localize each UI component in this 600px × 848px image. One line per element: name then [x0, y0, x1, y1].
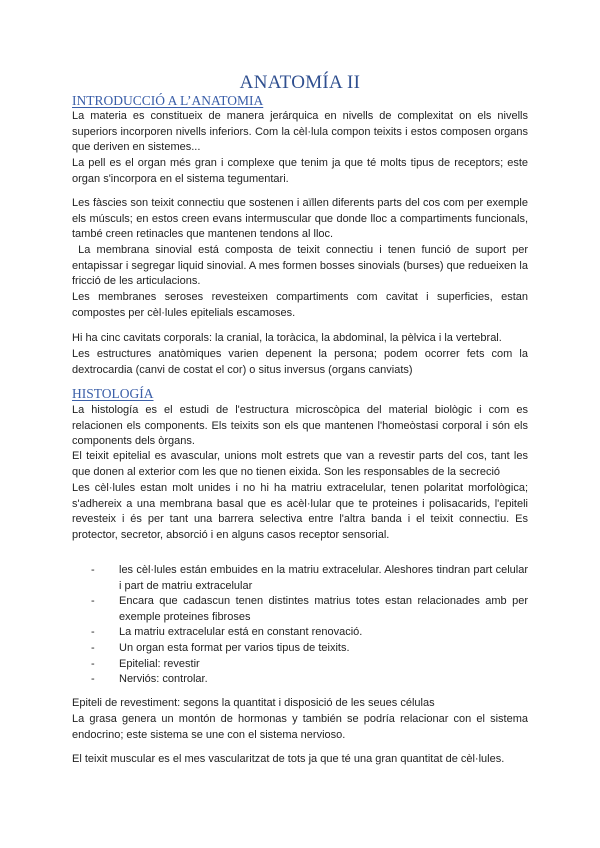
paragraph: Hi ha cinc cavitats corporals: la cranial, la toràcica, la abdominal, la pèlvica i la vertebral. — [72, 332, 502, 344]
bullet-dash: - — [91, 657, 95, 670]
document-title: ANATOMÍA II — [239, 72, 361, 93]
list-item — [72, 672, 528, 688]
paragraph: La grasa genera un montón de hormonas y también se podría relacionar con el sistema endocrino; este sistema se une con el sistema nervioso. — [72, 713, 528, 741]
list-item-text: Encara que cadascun tenen distintes matrius totes estan relacionades amb per exemple proteines fibroses — [119, 595, 528, 623]
list-item-text: Un organ esta format per varios tipus de teixits. — [119, 641, 350, 654]
paragraph: Les cèl·lules estan molt unides i no hi ha matriu extracelular, tenen polaritat morfològica; s'adhereix a una membrana basal que es acèl·lular que te proteines i polisacarids, l'epiteli revesteix i és per tant una barrera selectiva entre l'altra banda i el teixit connectiu. Es protector, secretor, absorció i en alguns casos receptor sensorial. — [72, 482, 528, 541]
bullet-dash: - — [91, 626, 95, 639]
list-item-text: Nerviós: controlar. — [119, 673, 208, 686]
paragraph: La membrana sinovial está composta de teixit connectiu i tenen funció de suport per entapissar i segregar liquid sinovial. A mes formen bosses sinovials (burses) que redueixen la fricció de les articulacions. — [72, 244, 532, 288]
list-item — [72, 563, 528, 594]
heading-introduction: INTRODUCCIÓ A L’ANATOMIA — [72, 93, 264, 108]
bullet-dash: - — [91, 564, 95, 576]
bullet-dash: - — [91, 673, 95, 686]
heading-histology: HISTOLOGÍA — [72, 386, 154, 401]
paragraph: El teixit epitelial es avascular, unions molt estrets que van a revestir parts del cos, tant les que donen al exterior com les que no tienen eixida. Son les responsables de la secreció — [72, 450, 528, 478]
paragraph: Les membranes seroses revesteixen compartiments com cavitat i superficies, estan compostes per cèl·lules epitelials escamoses. — [72, 291, 528, 319]
list-item-text: La matriu extracelular está en constant renovació. — [119, 626, 363, 639]
paragraph: La materia es constitueix de manera jerárquica en nivells de complexitat on els nivells superiors incorporen nivells inferiors. Com la cèl·lula compon teixits i estos composen organs que deriven en sistemes... — [72, 110, 528, 154]
paragraph: El teixit muscular es el mes vascularitzat de tots ja que té una gran quantitat de cèl·lules. — [72, 753, 505, 765]
bullet-list — [72, 563, 528, 688]
list-item-text: Epitelial: revestir — [119, 657, 200, 670]
paragraph: La pell es el organ més gran i complexe que tenim ja que té molts tipus de receptors; este organ s'incorpora en el sistema tegumentari. — [72, 157, 528, 185]
bullet-dash: - — [91, 595, 95, 608]
list-item — [72, 594, 528, 625]
paragraph: La histología es el estudi de l'estructura microscòpica del material biològic i com es relacionen els components. Els teixits son els que mantenen l'homeòstasi corporal i són els components dels òrgans. — [72, 404, 528, 448]
paragraph: Epiteli de revestiment: segons la quantitat i disposició de les seues células — [72, 697, 435, 709]
bullet-dash: - — [91, 641, 95, 654]
list-item — [72, 641, 528, 657]
list-item-text: les cèl·lules están embuides en la matriu extracelular. Aleshores tindran part celular i part de matriu extracelular — [119, 564, 528, 592]
list-item — [72, 625, 528, 641]
paragraph: Les estructures anatòmiques varien depenent la persona; podem ocorrer fets com la dextrocardia (canvi de costat el cor) o situs inversus (organs canviats) — [72, 348, 528, 376]
paragraph: Les fàscies son teixit connectiu que sostenen i aïllen diferents parts del cos com per exemple els músculs; en estos creen evans intermuscular que donde lloc a compartiments funcionals, també creen retinacles que mantenen tendons al lloc. — [72, 197, 528, 241]
list-item — [72, 657, 528, 673]
